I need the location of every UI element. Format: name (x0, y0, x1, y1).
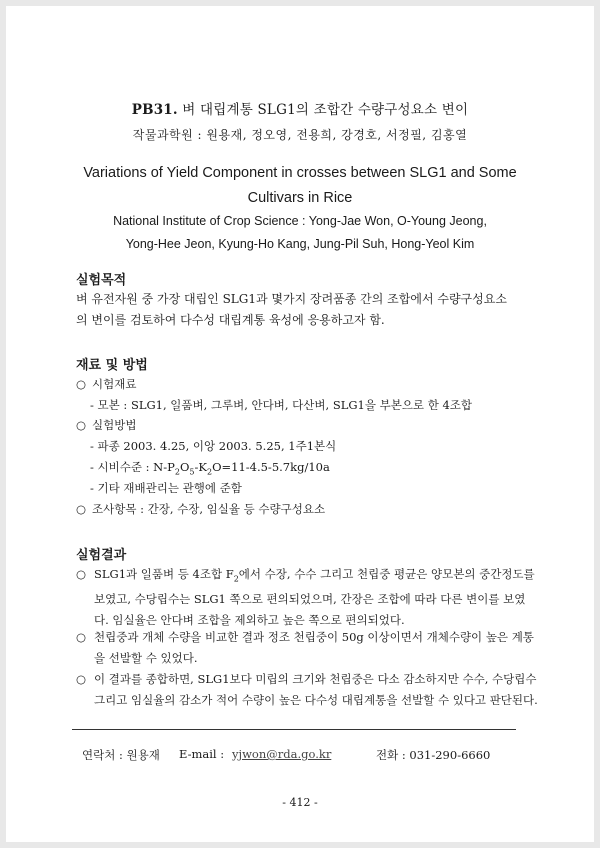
result-text-1 (94, 564, 538, 631)
bullet-circle-icon: ○ (76, 418, 87, 432)
purpose-line2: 의 변이를 검토하여 다수성 대립계통 육성에 응용하고자 함. (76, 313, 385, 327)
english-title (66, 161, 534, 211)
methods-heading: 재료 및 방법 (76, 358, 148, 373)
abstract-code: PB31. (131, 102, 178, 118)
result1-part-b: 에서 수장, 수수 그리고 천립중 평균은 양모본의 중간정도를 보였고, 수당립수는 SLG1 쪽으로 편의되었으며, 간장은 조합에 따라 다른 변이를 보였다. 임실율은 안다벼 조합을 제외하고 높은 쪽으로 편의되었다. (94, 567, 535, 628)
korean-title-text: 벼 대립계통 SLG1의 조합간 수량구성요소 변이 (182, 102, 469, 118)
result-text-3: 이 결과를 종합하면, SLG1보다 미립의 크기와 천립중은 다소 감소하지만 수수, 수당립수 그리고 임실율의 감소가 적어 수량이 높은 다수성 대립계통을 선발할 수 있다고 판단된다. (94, 672, 538, 707)
paper-page (6, 6, 594, 842)
method-label: 실험방법 (92, 418, 137, 432)
bullet-circle-icon: ○ (76, 377, 87, 391)
result-item-2 (76, 627, 538, 669)
bullet-circle-icon: ○ (76, 672, 87, 686)
email-label: E-mail : (179, 747, 225, 761)
other-item: - 기타 재배관리는 관행에 준함 (90, 481, 242, 495)
email-link[interactable]: yjwon@rda.go.kr (232, 747, 332, 761)
method-item (76, 415, 136, 435)
materials-item (76, 374, 136, 394)
purpose-text (76, 289, 536, 331)
result1-part-a: SLG1과 일품벼 등 4조합 F (94, 567, 234, 581)
page-number: - 412 - (282, 796, 318, 809)
results-heading: 실험결과 (76, 548, 127, 563)
sowing-item: - 파종 2003. 4.25, 이앙 2003. 5.25, 1주1본식 (90, 439, 337, 453)
survey-text: 조사항목 : 간장, 수장, 임실율 등 수량구성요소 (92, 502, 326, 516)
affiliation-line2: Yong-Hee Jeon, Kyung-Ho Kang, Jung-Pil Suh, Hong-Yeol Kim (125, 237, 475, 251)
materials-label: 시험재료 (92, 377, 137, 391)
result-item-1 (76, 564, 538, 631)
purpose-heading: 실험목적 (76, 273, 127, 288)
fert-sub1: 2 (174, 467, 180, 477)
affiliation-line1: National Institute of Crop Science : Yong-Jae Won, O-Young Jeong, (113, 214, 487, 228)
fert-mid1: O (179, 460, 190, 474)
result-item-3 (76, 669, 538, 711)
contact-label: 연락처 : 원용재 (82, 748, 160, 762)
footer-divider (72, 729, 516, 730)
bullet-circle-icon: ○ (76, 567, 87, 581)
phone-number: 전화 : 031-290-6660 (376, 748, 491, 762)
result1-subscript: 2 (233, 574, 239, 584)
survey-item (76, 499, 325, 519)
korean-title (6, 98, 594, 118)
purpose-line1: 벼 유전자원 중 가장 대립인 SLG1과 몇가지 장려품종 간의 조합에서 수량구성요소 (76, 292, 507, 306)
korean-authors: 작물과학원 : 원용재, 정오영, 전용희, 강경호, 서정필, 김홍열 (132, 128, 468, 142)
fert-sub2: 5 (189, 467, 195, 477)
english-title-line1: Variations of Yield Component in crosses between SLG1 and Some (83, 165, 517, 181)
bullet-circle-icon: ○ (76, 502, 87, 516)
fert-mid2: -K (194, 460, 207, 474)
english-affiliation (56, 210, 544, 256)
fert-sub3: 2 (206, 467, 213, 477)
english-title-line2: Cultivars in Rice (247, 190, 353, 206)
bullet-circle-icon: ○ (76, 630, 87, 644)
fert-prefix: - 시비수준 : N-P (90, 460, 175, 474)
parents-item: - 모본 : SLG1, 일품벼, 그루벼, 안다벼, 다산벼, SLG1을 부본으로 한 4조합 (90, 398, 472, 412)
fert-suffix: O=11-4.5-5.7kg/10a (212, 460, 330, 474)
result-text-2: 천립중과 개체 수량을 비교한 결과 정조 천립중이 50g 이상이면서 개체수량이 높은 계통을 선발할 수 있었다. (94, 630, 534, 665)
